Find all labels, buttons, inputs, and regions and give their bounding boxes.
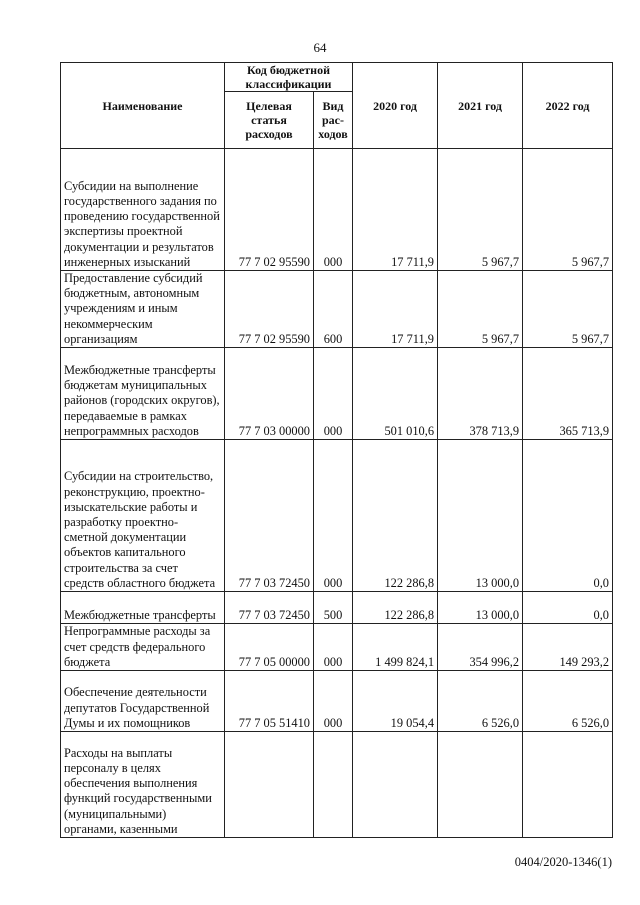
row-vid: 600 <box>314 271 353 348</box>
row-2022 <box>523 732 613 838</box>
row-code: 77 7 03 72450 <box>225 440 314 592</box>
table-row <box>61 271 613 348</box>
row-name: Обеспечение деятельности депутатов Государственной Думы и их помощников <box>61 671 225 732</box>
row-2020 <box>353 732 438 838</box>
row-vid: 000 <box>314 149 353 271</box>
header-target-article: Целевая статья расходов <box>225 92 314 149</box>
row-code: 77 7 03 72450 <box>225 592 314 624</box>
budget-table <box>60 62 613 838</box>
row-name: Расходы на выплаты персоналу в целях обеспечения выполнения функций государственными (муниципальными) органами, казенными <box>61 732 225 838</box>
row-name: Межбюджетные трансферты <box>61 592 225 624</box>
header-2020: 2020 год <box>353 63 438 149</box>
row-2020: 501 010,6 <box>353 348 438 440</box>
row-code: 77 7 02 95590 <box>225 149 314 271</box>
table-row <box>61 348 613 440</box>
row-2021: 13 000,0 <box>438 592 523 624</box>
row-vid: 000 <box>314 671 353 732</box>
row-2021: 6 526,0 <box>438 671 523 732</box>
row-name: Непрограммные расходы за счет средств федерального бюджета <box>61 624 225 671</box>
row-name: Субсидии на строительство, реконструкцию, проектно-изыскательские работы и разработку проектно-сметной документации объектов капитального строительства за счет средств областного бюджета <box>61 440 225 592</box>
row-name: Субсидии на выполнение государственного задания по проведению государственной экспертизы проектной документации и результатов инженерных изысканий <box>61 149 225 271</box>
row-2020: 17 711,9 <box>353 149 438 271</box>
table-row <box>61 732 613 838</box>
row-vid: 000 <box>314 348 353 440</box>
table-row <box>61 592 613 624</box>
row-2021: 5 967,7 <box>438 149 523 271</box>
header-2021: 2021 год <box>438 63 523 149</box>
header-2022: 2022 год <box>523 63 613 149</box>
table-row <box>61 440 613 592</box>
table-row <box>61 624 613 671</box>
row-2021: 5 967,7 <box>438 271 523 348</box>
row-2022: 0,0 <box>523 440 613 592</box>
header-code-group: Код бюджетной классификации <box>225 63 353 92</box>
header-name: Наименование <box>61 63 225 149</box>
row-2022: 149 293,2 <box>523 624 613 671</box>
row-code: 77 7 05 51410 <box>225 671 314 732</box>
page-number: 64 <box>313 40 327 55</box>
row-code: 77 7 05 00000 <box>225 624 314 671</box>
row-2022: 5 967,7 <box>523 271 613 348</box>
table-row <box>61 671 613 732</box>
row-2022: 5 967,7 <box>523 149 613 271</box>
row-code <box>225 732 314 838</box>
row-vid <box>314 732 353 838</box>
row-2022: 365 713,9 <box>523 348 613 440</box>
row-name: Межбюджетные трансферты бюджетам муниципальных районов (городских округов), передаваемые в рамках непрограммных расходов <box>61 348 225 440</box>
row-2020: 1 499 824,1 <box>353 624 438 671</box>
row-2020: 17 711,9 <box>353 271 438 348</box>
row-vid: 500 <box>314 592 353 624</box>
table-row <box>61 149 613 271</box>
row-2022: 6 526,0 <box>523 671 613 732</box>
row-name: Предоставление субсидий бюджетным, автономным учреждениям и иным некоммерческим организациям <box>61 271 225 348</box>
row-2020: 122 286,8 <box>353 440 438 592</box>
row-code: 77 7 02 95590 <box>225 271 314 348</box>
row-2020: 19 054,4 <box>353 671 438 732</box>
document-code: 0404/2020-1346(1) <box>514 855 612 869</box>
row-vid: 000 <box>314 624 353 671</box>
row-2020: 122 286,8 <box>353 592 438 624</box>
row-2021: 13 000,0 <box>438 440 523 592</box>
row-2021: 378 713,9 <box>438 348 523 440</box>
row-2021: 354 996,2 <box>438 624 523 671</box>
row-code: 77 7 03 00000 <box>225 348 314 440</box>
row-2022: 0,0 <box>523 592 613 624</box>
header-expense-type: Вид рас-ходов <box>314 92 353 149</box>
row-2021 <box>438 732 523 838</box>
row-vid: 000 <box>314 440 353 592</box>
